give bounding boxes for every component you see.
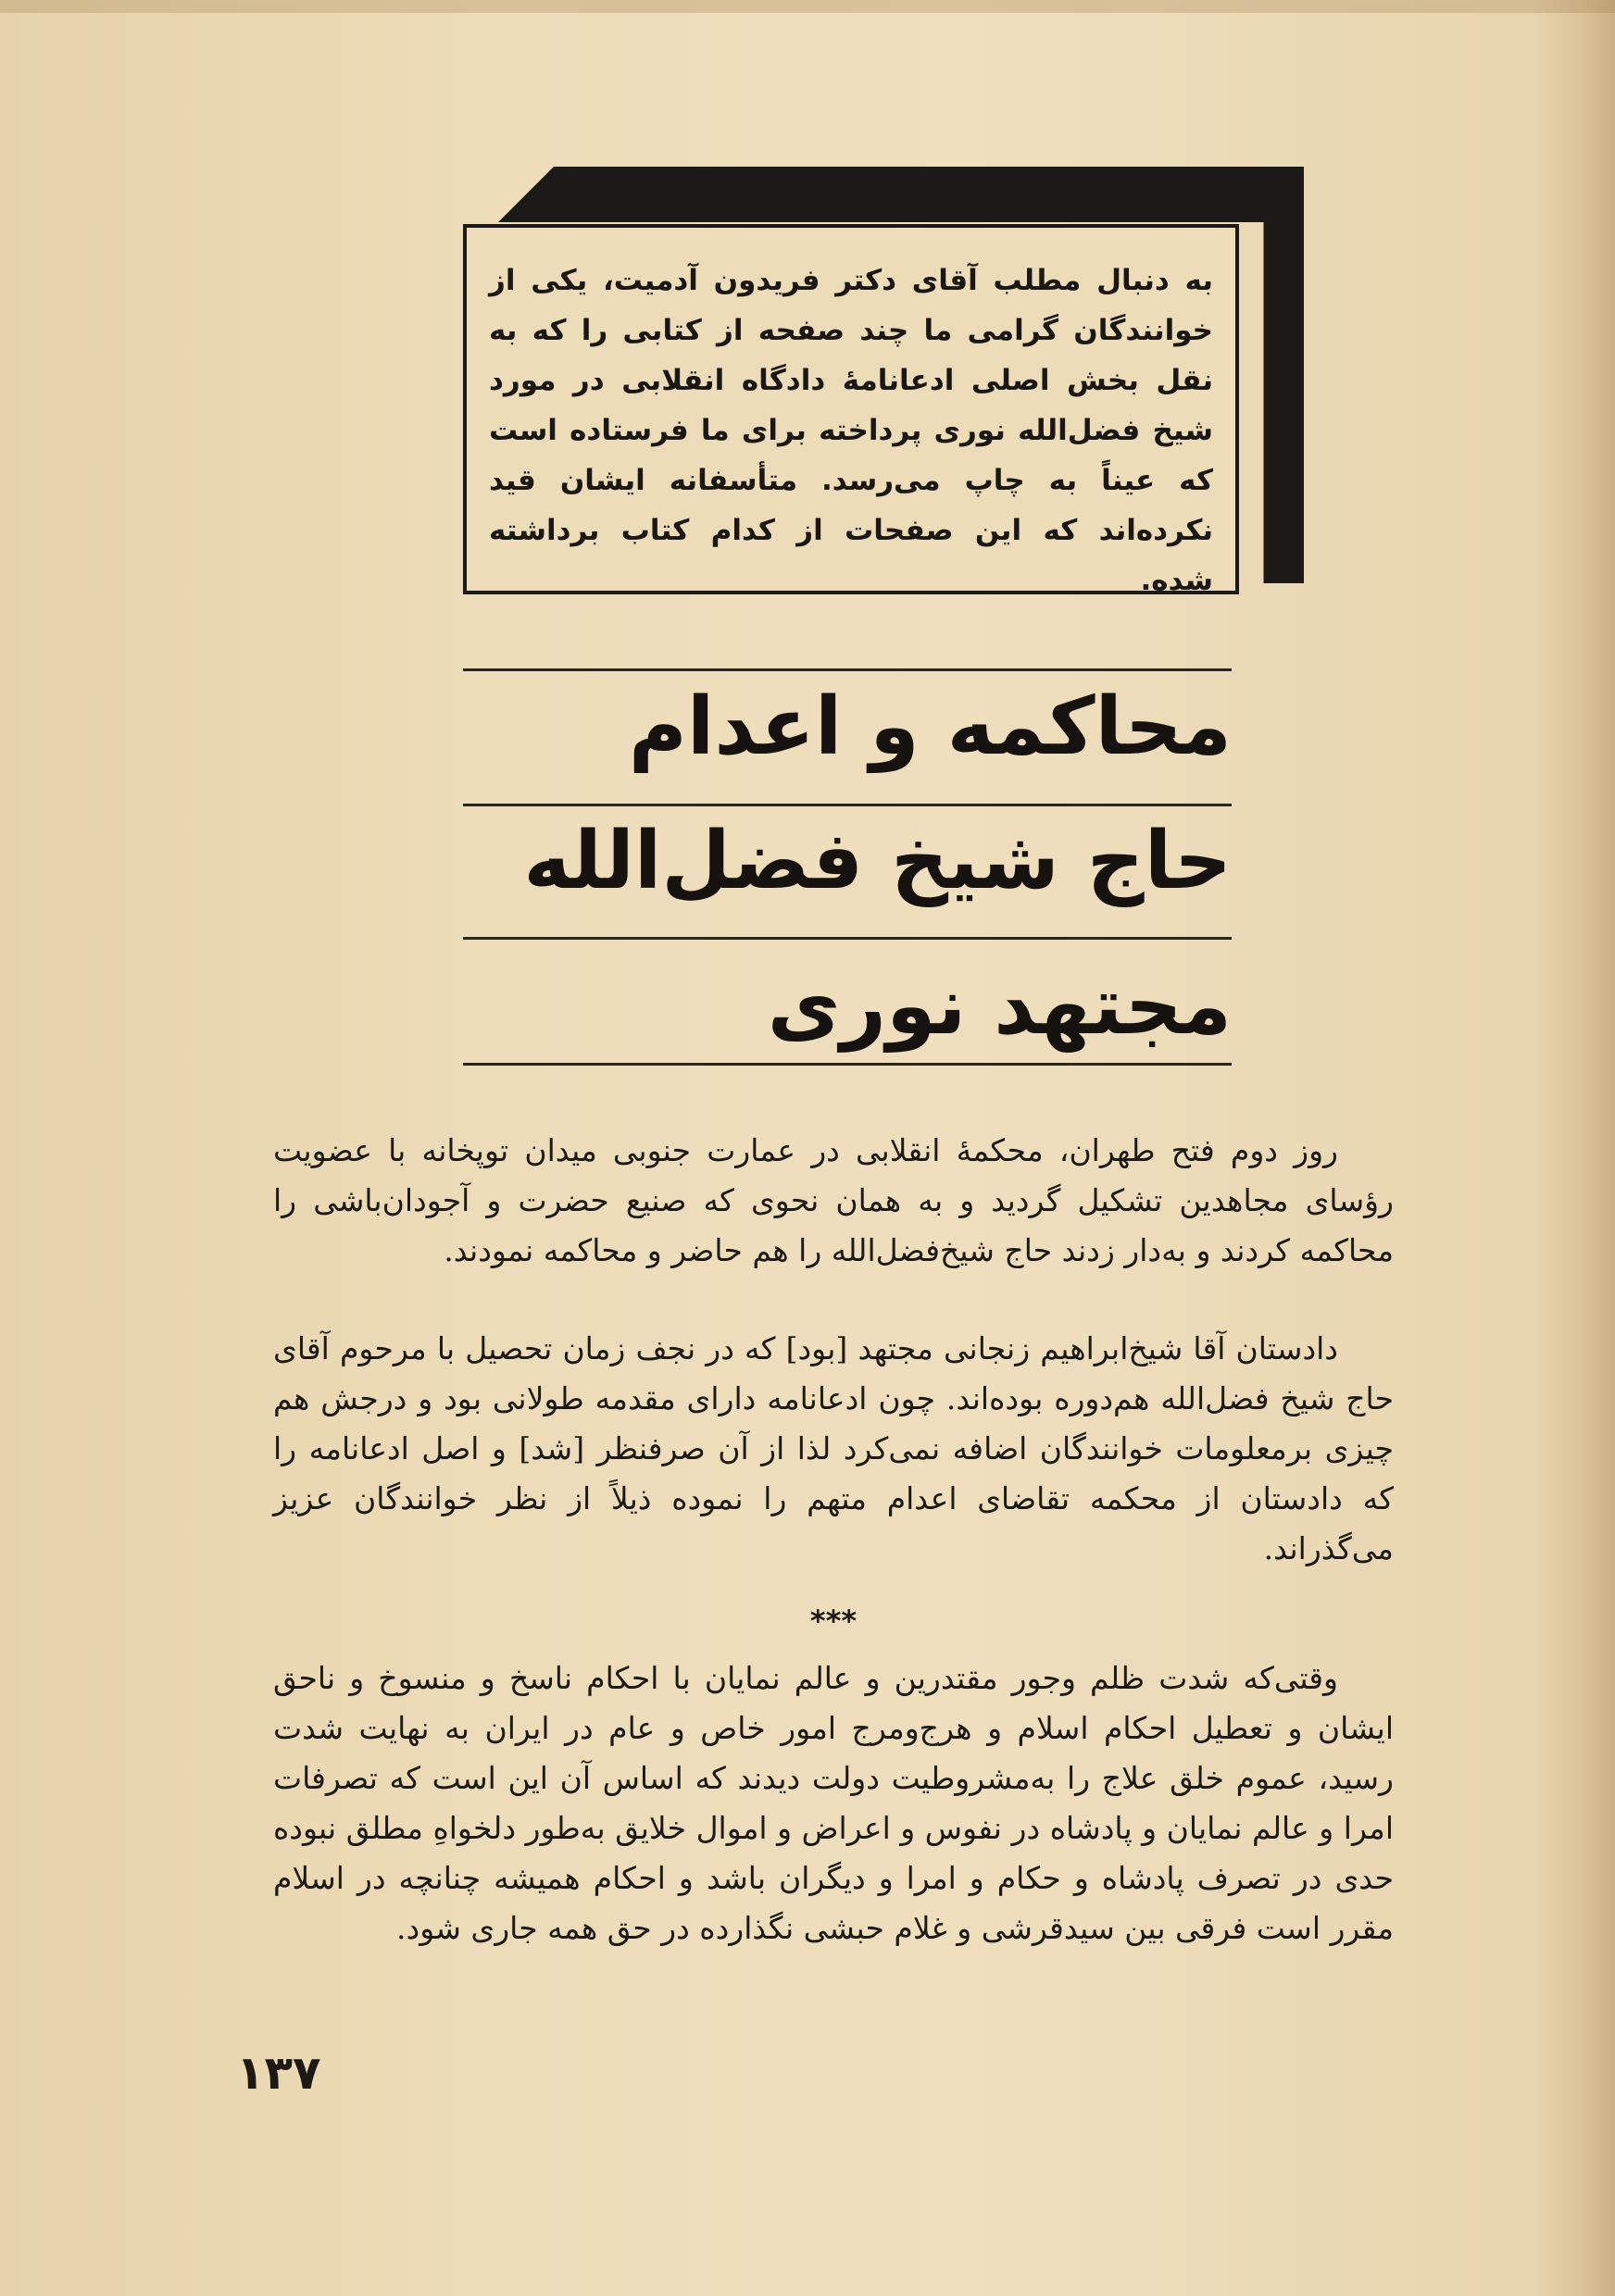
intro-note: به دنبال مطلب آقای دکتر فریدون آدمیت، یکی از خوانندگان گرامی ما چند صفحه از کتابی را که به نقل بخش اصلی ادعانامهٔ دادگاه انقلابی در مورد شیخ فضل‌الله نوری پرداخته برای ما فرستاده است که عیناً به چاپ می‌رسد. متأسفانه ایشان قید نکرده‌اند که این صفحات از کدام کتاب برداشته شده.: [489, 264, 1213, 597]
page-number: ۱۳۷: [236, 2046, 321, 2100]
title-rule-3: [463, 937, 1232, 940]
body-paragraph-2: دادستان آقا شیخ‌ابراهیم زنجانی مجتهد [بود] که در نجف زمان تحصیل با مرحوم آقای حاج شیخ فضل‌الله هم‌دوره بوده‌اند. چون ادعانامه دارای مقدمه طولانی بود و درجش هم چیزی برمعلومات خوانندگان اضافه نمی‌کرد لذا از آن صرفنظر [شد] و اصل ادعانامه را که دادستان از محکمه تقاضای اعدام متهم را نموده ذیلاً از نظر خوانندگان عزیز می‌گذراند.: [273, 1330, 1394, 1566]
title-rule-2: [463, 804, 1232, 806]
title-line-3: مجتهد نوری: [767, 960, 1232, 1053]
section-separator: ***: [809, 1603, 858, 1639]
page-edge-top: [0, 0, 1615, 13]
intro-box: [463, 224, 1239, 597]
page-edge-right: [1532, 0, 1615, 2296]
body-paragraph-3: وقتی‌که شدت ظلم وجور مقتدرین و عالم نمایان با احکام ناسخ و منسوخ و ناحق ایشان و تعطیل احکام اسلام و هرج‌ومرج امور خاص و عام در ایران به نهایت شدت رسید، عموم خلق علاج را به‌مشروطیت دولت دیدند که اساس آن این است که تصرفات امرا و عالم نمایان و پادشاه در نفوس و اعراض و اموال خلایق به‌طور دلخواهِ مطلق نبوده حدی در تصرف پادشاه و حکام و امرا و دیگران باشد و احکام همیشه چنانچه در اسلام مقرر است فرقی بین سیدقرشی و غلام حبشی نگذارده در حق همه جاری شود.: [273, 1660, 1394, 1946]
title-rule-1: [463, 668, 1232, 671]
title-rule-4: [463, 1063, 1232, 1066]
body-paragraph-1: روز دوم فتح طهران، محکمهٔ انقلابی در عمارت جنوبی میدان توپخانه با عضویت رؤسای مجاهدین تشکیل گردید و به همان نحوی که صنیع حضرت و آجودان‌باشی را محاکمه کردند و به‌دار زدند حاج شیخ‌فضل‌الله را هم حاضر و محاکمه نمودند.: [273, 1132, 1394, 1268]
title-line-2: حاج شیخ فضل‌الله: [523, 815, 1232, 907]
title-line-1: محاکمه و اعدام: [628, 680, 1232, 773]
